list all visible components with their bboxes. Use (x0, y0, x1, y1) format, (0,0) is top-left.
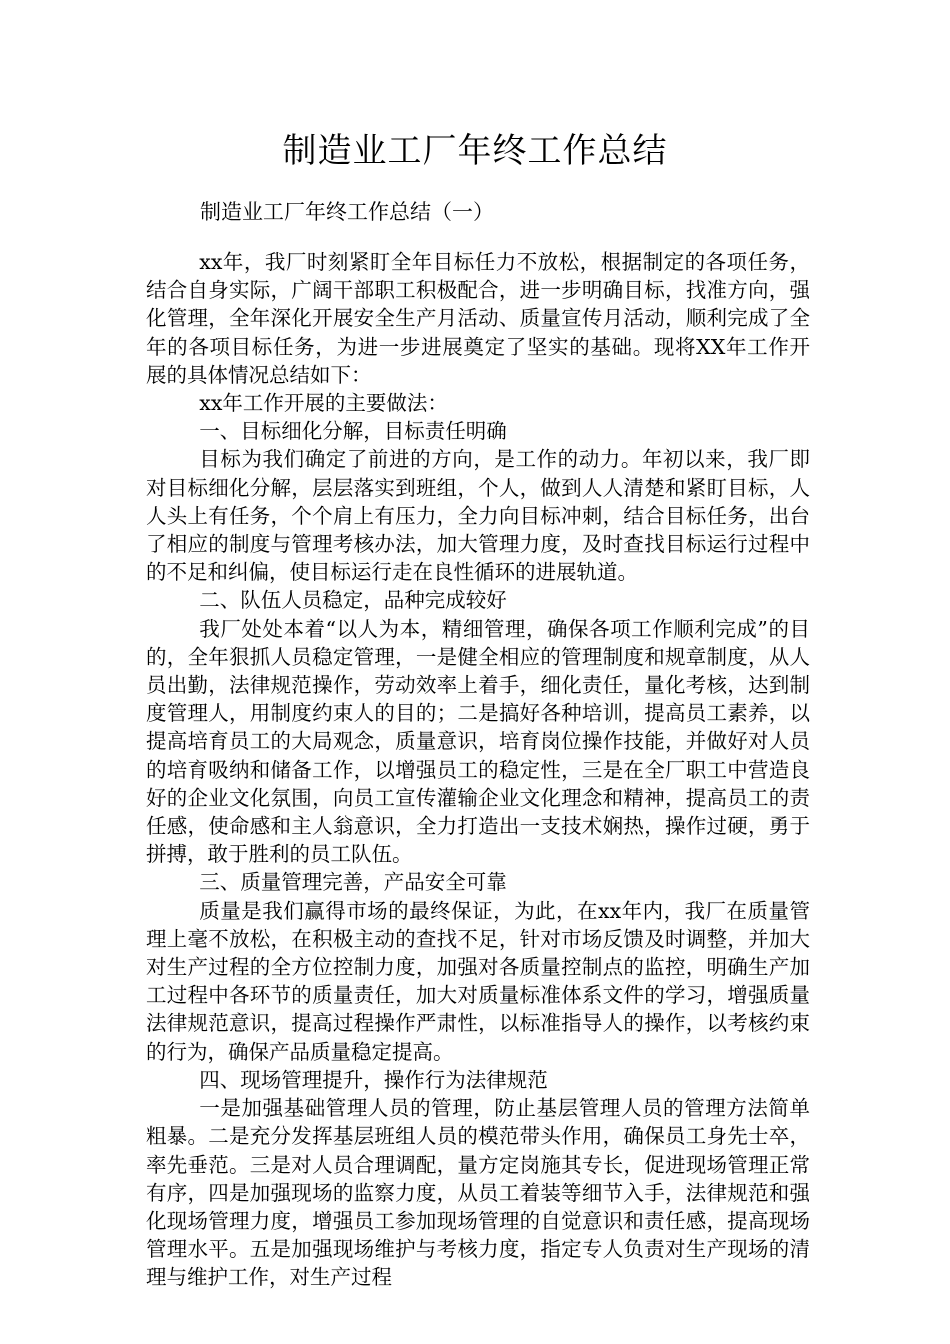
paragraph-section-3: 质量是我们赢得市场的最终保证，为此，在xx年内，我厂在质量管理上毫不放松，在积极主动的查找不足，针对市场反馈及时调整，并加大对生产过程的全方位控制力度，加强对各质量控制点的监控，明确生产加工过程中各环节的质量责任，加大对质量标准体系文件的学习，增强质量法律规范意识，提高过程操作严肃性，以标准指导人的操作，以考核约束的行为，确保产品质量稳定提高。 (146, 898, 810, 1064)
paragraph-intro: xx年，我厂时刻紧盯全年目标任力不放松，根据制定的各项任务，结合自身实际，广阔干部职工积极配合，进一步明确目标，找准方向，强化管理，全年深化开展安全生产月活动、质量宣传月活动，顺利完成了全年的各项目标任务，为进一步进展奠定了坚实的基础。现将XX年工作开展的具体情况总结如下： (146, 250, 810, 387)
section-heading-1: 一、目标细化分解，目标责任明确 (199, 419, 507, 444)
paragraph-section-4: 一是加强基础管理人员的管理，防止基层管理人员的管理方法简单粗暴。二是充分发挥基层班组人员的模范带头作用，确保员工身先士卒，率先垂范。三是对人员合理调配，量方定岗施其专长，促进现场管理正常有序，四是加强现场的监察力度，从员工着装等细节入手，法律规范和强化现场管理力度，增强员工参加现场管理的自觉意识和责任感，提高现场管理水平。五是加强现场维护与考核力度，指定专人负责对生产现场的清理与维护工作，对生产过程 (146, 1096, 810, 1290)
document-title: 制造业工厂年终工作总结 (282, 131, 668, 171)
document-body (146, 248, 810, 1292)
section-heading-main-approach: xx年工作开展的主要做法： (199, 391, 448, 416)
section-heading-4: 四、现场管理提升，操作行为法律规范 (199, 1067, 548, 1092)
paragraph-section-2: 我厂处处本着“以人为本，精细管理，确保各项工作顺利完成”的目的，全年狠抓人员稳定管理，一是健全相应的管理制度和规章制度，从人员出勤，法律规范操作，劳动效率上着手，细化责任，量化考核，达到制度管理人，用制度约束人的目的；二是搞好各种培训，提高员工素养，以提高培育员工的大局观念，质量意识，培育岗位操作技能，并做好对人员的培育吸纳和储备工作，以增强员工的稳定性，三是在全厂职工中营造良好的企业文化氛围，向员工宣传灌输企业文化理念和精神，提高员工的责任感，使命感和主人翁意识，全力打造出一支技术娴热，操作过硬，勇于拼搏，敢于胜利的员工队伍。 (146, 616, 810, 867)
section-heading-2: 二、队伍人员稳定，品种完成较好 (199, 588, 507, 613)
document-subtitle: 制造业工厂年终工作总结（一） (200, 200, 494, 224)
section-heading-3: 三、质量管理完善，产品安全可靠 (199, 870, 507, 895)
paragraph-section-1: 目标为我们确定了前进的方向，是工作的动力。年初以来，我厂即对目标细化分解，层层落实到班组，个人，做到人人清楚和紧盯目标，人人头上有任务，个个肩上有压力，全力向目标冲刺，结合目标任务，出台了相应的制度与管理考核办法，加大管理力度，及时查找目标运行过程中的不足和纠偏，使目标运行走在良性循环的进展轨道。 (146, 447, 810, 585)
